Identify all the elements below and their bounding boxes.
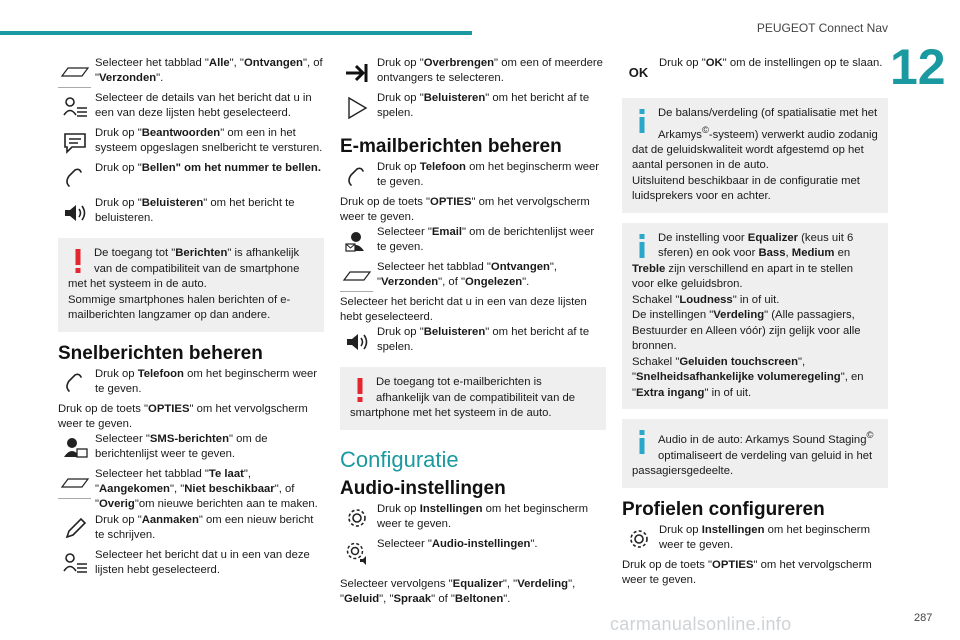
- speaker-icon: [58, 197, 91, 228]
- warning-exclamation-icon: [350, 377, 370, 405]
- pencil-icon: [58, 514, 91, 545]
- info-note-arkamys: Audio in de auto: Arkamys Sound Staging© optimaliseert de verdeling van geluid in het passagiersgedeelte.: [622, 419, 888, 487]
- step-listen: Druk op "Beluisteren" om het bericht af te spelen.: [340, 325, 606, 359]
- step-call: Druk op "Bellen" om het nummer te bellen.: [58, 161, 324, 195]
- section-heading-quick-messages: Snelberichten beheren: [58, 342, 263, 364]
- header-accent-bar: [0, 31, 472, 35]
- select-message-paragraph: Selecteer het bericht dat u in een van deze lijsten hebt geselecteerd.: [340, 296, 587, 323]
- watermark: carmanualsonline.info: [610, 614, 792, 634]
- tab-icon: [340, 261, 373, 292]
- step-audio-settings: Selecteer "Audio-instellingen".: [340, 537, 606, 571]
- step-select-tab: Selecteer het tabblad "Alle", "Ontvangen", of "Verzonden".: [58, 56, 324, 90]
- contact-list-icon: [58, 549, 91, 580]
- step-ok: OK Druk op "OK" om de instellingen op te slaan.: [622, 56, 888, 90]
- info-icon: [632, 233, 652, 261]
- section-heading-audio: Audio-instellingen: [340, 477, 506, 499]
- speaker-icon: [340, 326, 373, 357]
- step-forward: Druk op "Overbrengen" om een of meerdere ontvangers te selecteren.: [340, 56, 606, 90]
- step-phone: Druk op Telefoon om het beginscherm weer te geven.: [58, 367, 324, 401]
- info-note-balance: De balans/verdeling (of spatialisatie met het Arkamys©-systeem) verwerkt audio zodanig dat de geluidskwaliteit wordt afgestemd op het aantal personen in de auto. Uitsluitend beschikbaar in de configuratie met luidsprekers voor en achter.: [622, 98, 888, 213]
- info-note-equalizer: De instelling voor Equalizer (keus uit 6 sferen) en ook voor Bass, Medium en Treble zijn verschillend en apart in te stellen voor elke geluidsbron. Schakel "Loudness" in of uit. De instellingen "Verdeling" (Alle passagiers, Bestuurder en Alleen vóór) zijn gelijk voor alle bronnen. Schakel "Geluiden touchscreen", "Snelheidsafhankelijke volumeregeling", en "Extra ingang" in of uit.: [622, 223, 888, 410]
- warning-note: De toegang tot e-mailberichten is afhankelijk van de compatibiliteit van de smartphone met het systeem in de auto.: [340, 367, 606, 430]
- chapter-number: 12: [890, 39, 946, 95]
- sms-person-icon: [58, 433, 91, 464]
- step-create: Druk op "Aanmaken" om een nieuw bericht te schrijven.: [58, 513, 324, 547]
- tab-icon: [58, 468, 91, 499]
- play-icon: [340, 92, 373, 123]
- step-email: Selecteer "Email" om de berichtenlijst weer te geven.: [340, 225, 606, 259]
- phone-icon: [58, 162, 91, 193]
- running-header: PEUGEOT Connect Nav: [756, 21, 888, 35]
- section-title-configuration: Configuratie: [340, 446, 459, 472]
- step-settings: Druk op Instellingen om het beginscherm weer te geven.: [340, 502, 606, 536]
- info-icon: [632, 108, 652, 136]
- phone-icon: [340, 161, 373, 192]
- ok-icon: OK: [628, 65, 649, 80]
- step-phone: Druk op Telefoon om het beginscherm weer te geven.: [340, 160, 606, 194]
- gear-icon: [340, 503, 373, 534]
- chat-bubble-icon: [58, 127, 91, 158]
- section-heading-profiles: Profielen configureren: [622, 498, 825, 520]
- contact-list-icon: [58, 92, 91, 123]
- forward-arrow-icon: [340, 57, 373, 88]
- column-2: [340, 56, 606, 607]
- column-3: [622, 56, 888, 588]
- column-1: [58, 56, 324, 583]
- warning-exclamation-icon: [68, 248, 88, 276]
- email-person-icon: [340, 226, 373, 257]
- step-settings: Druk op Instellingen om het beginscherm weer te geven.: [622, 523, 888, 557]
- info-icon: [632, 429, 652, 457]
- step-play: Druk op "Beluisteren" om het bericht af te spelen.: [340, 91, 606, 125]
- step-reply: Druk op "Beantwoorden" om een in het systeem opgeslagen snelbericht te versturen.: [58, 126, 324, 160]
- gear-speaker-icon: [340, 538, 373, 569]
- step-sms-tab: Selecteer het tabblad "Te laat", "Aangekomen", "Niet beschikbaar", of "Overig"om nieuwe berichten aan te maken.: [58, 467, 324, 512]
- warning-note: De toegang tot "Berichten" is afhankelijk van de compatibiliteit van de smartphone met het systeem in de auto. Sommige smartphones halen berichten of e-mailberichten langzamer op dan andere.: [58, 238, 324, 332]
- options-paragraph: Druk op de toets "OPTIES" om het vervolgscherm weer te geven.: [340, 196, 590, 223]
- step-sms: Selecteer "SMS-berichten" om de berichtenlijst weer te geven.: [58, 432, 324, 466]
- section-heading-email: E-mailberichten beheren: [340, 136, 562, 157]
- step-select-message: Selecteer het bericht dat u in een van deze lijsten hebt geselecteerd.: [58, 548, 324, 582]
- tab-icon: [58, 57, 91, 88]
- options-paragraph: Druk op de toets "OPTIES" om het vervolgscherm weer te geven.: [622, 558, 872, 586]
- phone-icon: [58, 368, 91, 399]
- step-listen: Druk op "Beluisteren" om het bericht te beluisteren.: [58, 196, 324, 230]
- options-paragraph: Druk op de toets "OPTIES" om het vervolgscherm weer te geven.: [58, 402, 308, 430]
- page-number: 287: [914, 612, 933, 624]
- step-select-details: Selecteer de details van het bericht dat u in een van deze lijsten hebt geselecteerd.: [58, 91, 324, 125]
- gear-icon: [622, 524, 655, 555]
- step-email-tab: Selecteer het tabblad "Ontvangen", "Verzonden", of "Ongelezen".: [340, 260, 606, 294]
- audio-options-paragraph: Selecteer vervolgens "Equalizer", "Verdeling", "Geluid", "Spraak" of "Beltonen".: [340, 577, 576, 605]
